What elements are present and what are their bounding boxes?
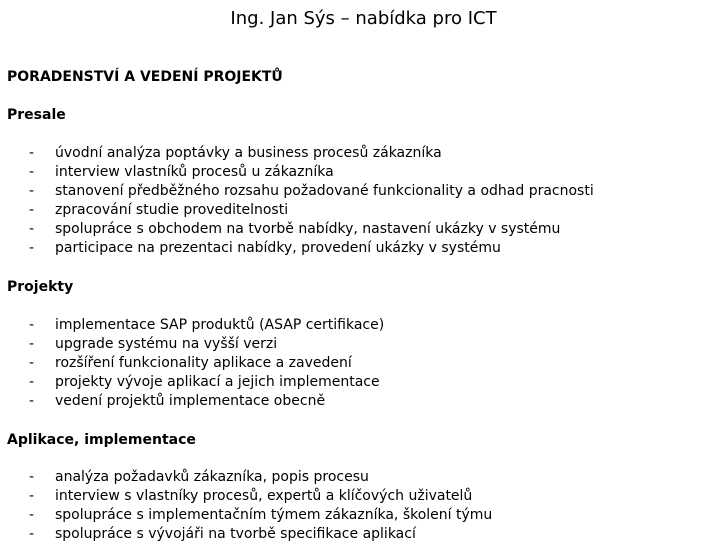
bullet-dash: - [29, 526, 35, 542]
list-item-text: participace na prezentaci nabídky, provedení ukázky v systému [55, 240, 501, 256]
list-item-text: implementace SAP produktů (ASAP certifikace) [55, 317, 385, 333]
bullet-dash: - [29, 221, 35, 237]
bullet-dash: - [29, 355, 35, 371]
bullet-dash: - [29, 202, 35, 218]
bullet-dash: - [29, 183, 35, 199]
bullet-dash: - [29, 374, 35, 390]
list-item-text: zpracování studie proveditelnosti [55, 202, 289, 218]
list-item-text: upgrade systému na vyšší verzi [55, 336, 278, 352]
list-item-text: spolupráce s vývojáři na tvorbě specifikace aplikací [55, 526, 416, 542]
bullet-dash: - [29, 488, 35, 504]
section-heading-aplikace: Aplikace, implementace [7, 432, 196, 448]
bullet-dash: - [29, 336, 35, 352]
list-item-text: analýza požadavků zákazníka, popis procesu [55, 469, 369, 485]
bullet-dash: - [29, 393, 35, 409]
section-heading-presale: Presale [7, 107, 66, 123]
list-item-text: interview s vlastníky procesů, expertů a klíčových uživatelů [55, 488, 473, 504]
list-item-text: spolupráce s implementačním týmem zákazníka, školení týmu [55, 507, 493, 523]
bullet-dash: - [29, 317, 35, 333]
list-item-text: stanovení předběžného rozsahu požadované funkcionality a odhad pracnosti [55, 183, 594, 199]
bullet-dash: - [29, 164, 35, 180]
list-item-text: úvodní analýza poptávky a business procesů zákazníka [55, 145, 442, 161]
list-item-text: interview vlastníků procesů u zákazníka [55, 164, 334, 180]
main-heading: PORADENSTVÍ A VEDENÍ PROJEKTŮ [7, 69, 283, 85]
page-title: Ing. Jan Sýs – nabídka pro ICT [230, 8, 497, 29]
list-item-text: spolupráce s obchodem na tvorbě nabídky, nastavení ukázky v systému [55, 221, 561, 237]
bullet-dash: - [29, 507, 35, 523]
list-item-text: vedení projektů implementace obecně [55, 393, 326, 409]
section-heading-projekty: Projekty [7, 279, 74, 295]
list-item-text: projekty vývoje aplikací a jejich implementace [55, 374, 380, 390]
bullet-dash: - [29, 145, 35, 161]
list-item-text: rozšíření funkcionality aplikace a zavedení [55, 355, 352, 371]
bullet-dash: - [29, 469, 35, 485]
bullet-dash: - [29, 240, 35, 256]
